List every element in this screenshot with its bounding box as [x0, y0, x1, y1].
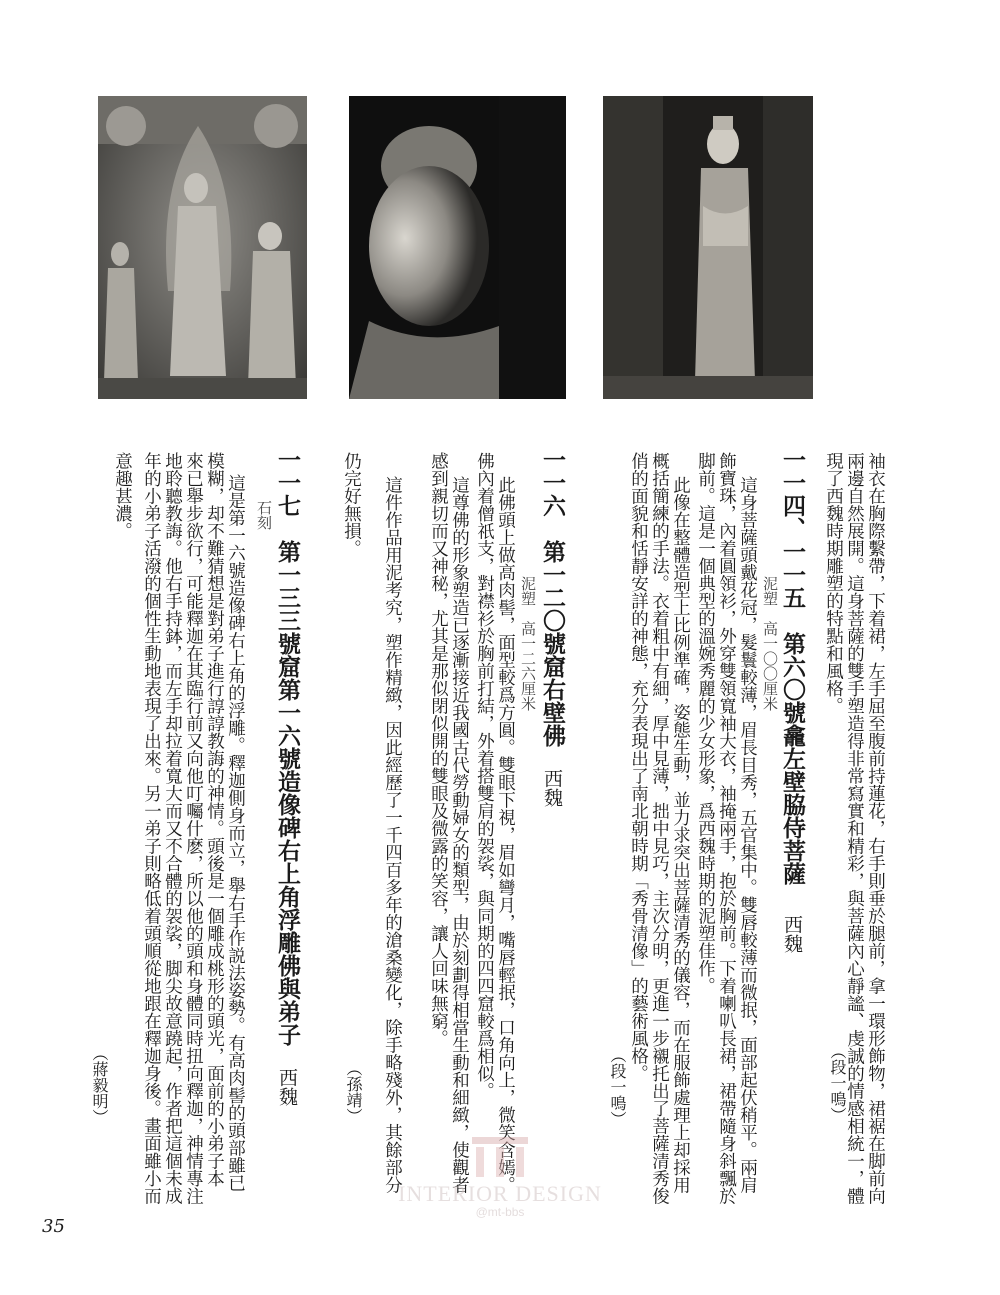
text-column: 模糊，却不難猜想是對弟子進行諄諄教誨的神情。頭後是一個雕成桃形的頭光，面前的小弟子本 [204, 452, 225, 1187]
author-credit: （段一鳴） [608, 1047, 627, 1127]
period-label: 西魏 [276, 1068, 298, 1106]
page-number: 35 [42, 1216, 65, 1237]
heading-text: 一一七 第一三三號窟第一六號造像碑右上角浮雕佛與弟子 [274, 448, 301, 1046]
medium-label: 石刻 [255, 500, 273, 530]
text-column: 這是第一六號造像碑右上角的浮雕。釋迦側身而立，舉右手作説法姿勢。有高肉髻的頭部雖已 [225, 474, 246, 1192]
text-column: 俏的面貌和恬靜安詳的神態，充分表現出了南北朝時期「秀骨清像」的藝術風格。 [628, 452, 649, 1082]
heading-text: 一一四、一一五 第六〇號龕左壁脇侍菩薩 [779, 448, 806, 885]
author-credit: （蔣毅明） [90, 1045, 109, 1125]
section-heading [536, 448, 569, 807]
text-column: 此像在整體造型上比例準確，姿態生動，並力求突出菩薩清秀的儀容，而在服飾處理上却採用 [670, 476, 691, 1194]
text-column: 袖衣在胸際繫帶，下着裙，左手屈至腹前持蓮花，右手則垂於腿前，拿一環形飾物，裙裾在脚前向 [865, 452, 886, 1205]
text-column: 來已舉步欲行，可能釋迦在其臨行前又向他叮囑什麽，所以他的頭和身體同時扭向釋迦，神情專注 [183, 452, 204, 1205]
watermark-text: INTERIOR DESIGN [398, 1181, 602, 1206]
period-label: 西魏 [781, 915, 803, 953]
text-column: 現了西魏時期雕塑的特點和風格。 [823, 452, 844, 715]
text-column: 飾寶珠，內着圓領衫，外穿雙領寬袖大衣，袖掩兩手，抱於胸前。下着喇叭長裙，裙帶隨身斜飄於 [716, 452, 737, 1205]
text-column: 這件作品用泥考究，塑作精緻，因此經歷了一千四百多年的滄桑變化，除手略殘外，其餘部分 [382, 476, 403, 1194]
text-column: 仍完好無損。 [341, 452, 362, 557]
buddha-head-photo [349, 96, 566, 399]
text-column: 脚前。這是一個典型的溫婉秀麗的少女形象，爲西魏時期的泥塑佳作。 [695, 452, 716, 995]
watermark-subtext: @mt-bbs [475, 1205, 525, 1219]
text-column: 這身菩薩頭戴花冠，髮鬟較薄，眉長目秀，五官集中。雙唇較薄而微抿，面部起伏稍平。兩肩 [737, 476, 758, 1194]
medium-dimensions: 泥塑 高一〇〇厘米 [761, 576, 779, 711]
author-credit: （段一鳴） [828, 1043, 847, 1123]
relief-buddha-disciples-photo [98, 96, 307, 399]
watermark [370, 1135, 630, 1219]
text-column: 佛內着僧祇支，對襟衫於胸前打結，外着搭雙肩的袈裟，與同期的四四窟較爲相似。 [474, 452, 495, 1100]
medium-dimensions: 泥塑 高一二六厘米 [519, 576, 537, 711]
text-column: 概括簡練的手法。衣着粗中有細，厚中見薄，拙中見巧，主次分明，更進一步襯托出了菩薩清秀俊 [649, 452, 670, 1205]
text-column: 地聆聽教誨。他右手持鉢，而左手却拉着寬大而又不合體的袈裟，脚尖故意蹺起，作者把這個未成 [162, 452, 183, 1205]
bodhisattva-statue-photo [603, 96, 813, 399]
text-column: 年的小弟子活潑的個性生動地表現了出來。另一弟子則略低着頭順從地跟在釋迦身後。畫面雖小而 [141, 452, 162, 1205]
watermark-logo-icon [470, 1135, 530, 1179]
heading-text: 一一六 第一二〇號窟右壁佛 [539, 448, 566, 747]
period-label: 西魏 [541, 769, 563, 807]
text-column: 意趣甚濃。 [112, 452, 133, 540]
text-column: 這尊佛的形象塑造已逐漸接近我國古代勞動婦女的類型，由於刻劃得相當生動和細緻，使觀者 [449, 476, 470, 1194]
author-credit: （孫靖） [344, 1060, 363, 1124]
text-column: 感到親切而又神秘，尤其是那似閉似開的雙眼及微露的笑容，讓人回味無窮。 [428, 452, 449, 1047]
section-heading [271, 448, 304, 1106]
text-column: 此佛頭上做高肉髻，面型較爲方圓。雙眼下視，眉如彎月，嘴唇輕抿，口角向上，微笑含嫣。 [495, 476, 516, 1194]
text-column: 兩邊自然展開。這身菩薩的雙手塑造得非常寫實和精彩，與菩薩內心靜謐、虔誠的情感相統一，體 [844, 452, 865, 1205]
